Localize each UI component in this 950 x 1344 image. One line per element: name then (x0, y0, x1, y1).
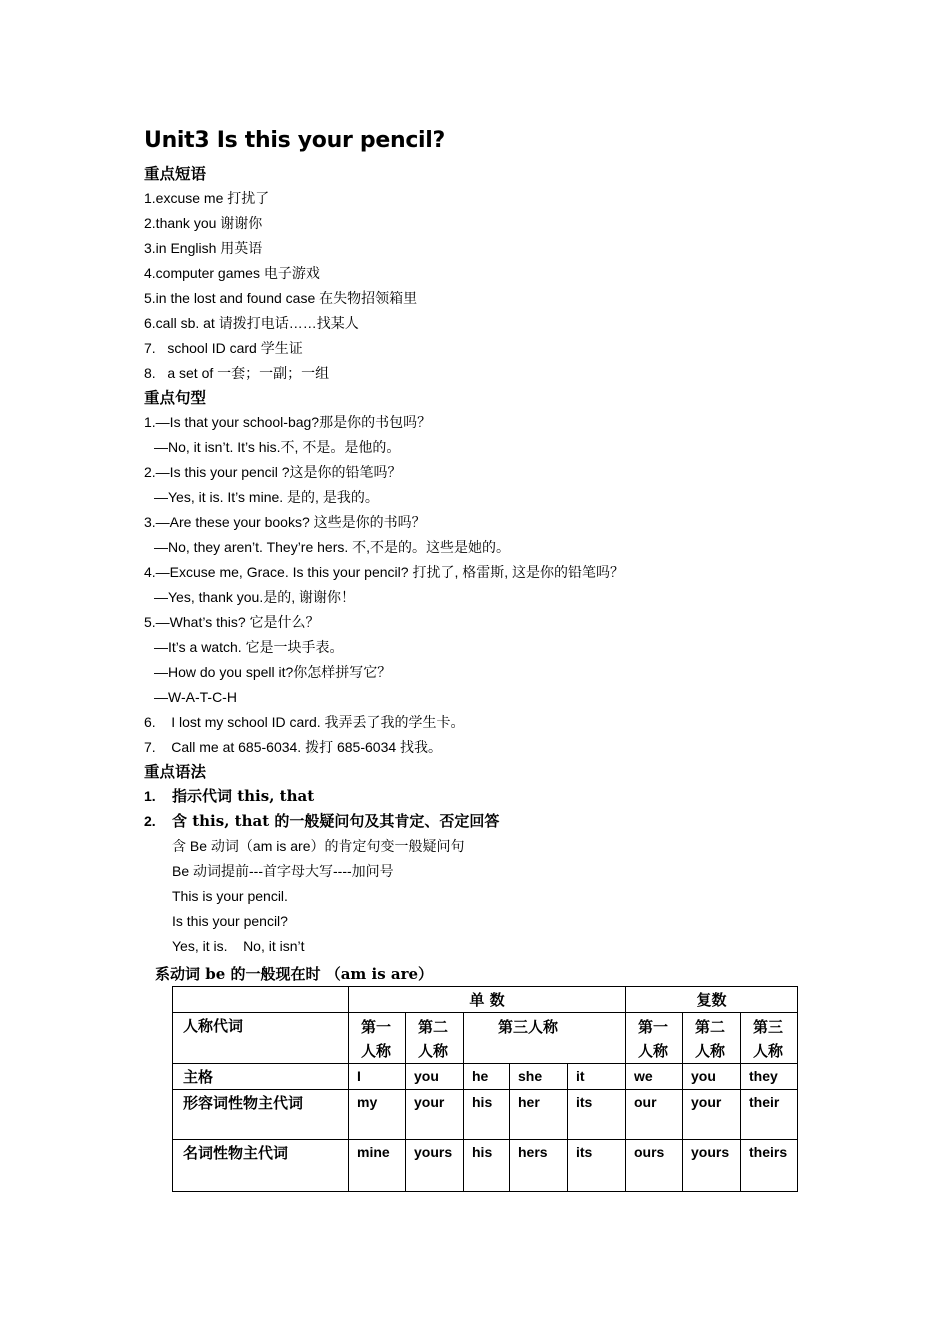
table-row (173, 1090, 798, 1140)
person-first-pl-header: 第一人称 (626, 1013, 683, 1064)
sentence-line: 2.—Is this your pencil ?这是你的铅笔吗？ (144, 464, 402, 480)
table-cell: your (406, 1090, 464, 1140)
grammar-item-text: 含 this, that 的一般疑问句及其肯定、否定回答 (172, 812, 500, 830)
phrase-line: 1.excuse me 打扰了 (144, 190, 270, 206)
grammar-note: Yes, it is. No, it isn’t (172, 938, 305, 954)
grammar-item (144, 809, 824, 834)
grammar-item-number: 2. (144, 813, 156, 829)
phrase-line: 6.call sb. at 请拨打电话……找某人 (144, 315, 359, 331)
table-cell: it (568, 1064, 626, 1090)
sentence-line: —Yes, it is. It’s mine. 是的, 是我的。 (154, 489, 379, 505)
person-second-pl-header: 第二人称 (683, 1013, 741, 1064)
table-cell: my (349, 1090, 406, 1140)
grammar-item (144, 784, 824, 809)
pronoun-table (172, 986, 798, 1192)
table-cell: their (741, 1090, 798, 1140)
phrase-line: 7. school ID card 学生证 (144, 340, 303, 356)
table-row (173, 1140, 798, 1192)
sentence-line: 1.—Is that your school-bag?那是你的书包吗？ (144, 414, 432, 430)
table-cell: his (464, 1090, 510, 1140)
grammar-item-text: 指示代词 this, that (172, 787, 315, 805)
table-cell: ours (626, 1140, 683, 1192)
row-label: 形容词性物主代词 (173, 1090, 349, 1140)
grammar-note: Is this your pencil? (172, 913, 288, 929)
sentence-line: —Yes, thank you.是的, 谢谢你！ (154, 589, 355, 605)
grammar-note: Be 动词提前---首字母大写----加问号 (172, 863, 394, 879)
document-title: Unit3 Is this your pencil? (144, 128, 446, 153)
phrase-line: 8. a set of 一套；一副；一组 (144, 365, 330, 381)
table-cell: you (406, 1064, 464, 1090)
table-cell: they (741, 1064, 798, 1090)
table-cell: hers (510, 1140, 568, 1192)
table-cell: its (568, 1140, 626, 1192)
phrase-line: 5.in the lost and found case 在失物招领箱里 (144, 290, 418, 306)
grammar-heading: 重点语法 (144, 762, 207, 781)
table-header-row (173, 987, 798, 1013)
table-cell: she (510, 1064, 568, 1090)
table-cell: yours (406, 1140, 464, 1192)
plural-header: 复数 (626, 987, 798, 1013)
phrase-line: 4.computer games 电子游戏 (144, 265, 320, 281)
row-label: 名词性物主代词 (173, 1140, 349, 1192)
table-cell: we (626, 1064, 683, 1090)
table-cell: her (510, 1090, 568, 1140)
grammar-item-number: 1. (144, 788, 156, 804)
person-first-header: 第一人称 (349, 1013, 406, 1064)
table-cell: theirs (741, 1140, 798, 1192)
table-cell: your (683, 1090, 741, 1140)
sentence-line: —W-A-T-C-H (154, 689, 237, 705)
table-row (173, 1064, 798, 1090)
sentence-line: —How do you spell it?你怎样拼写它？ (154, 664, 392, 680)
sentence-line: —It’s a watch. 它是一块手表。 (154, 639, 344, 655)
person-second-header: 第二人称 (406, 1013, 464, 1064)
sentence-line: —No, it isn’t. It’s his.不, 不是。是他的。 (154, 439, 401, 455)
table-cell: its (568, 1090, 626, 1140)
singular-header: 单 数 (349, 987, 626, 1013)
sentences-heading: 重点句型 (144, 388, 207, 407)
table-cell: his (464, 1140, 510, 1192)
sentence-line: 4.—Excuse me, Grace. Is this your pencil? 打扰了, 格雷斯, 这是你的铅笔吗？ (144, 564, 624, 580)
table-cell: our (626, 1090, 683, 1140)
table-title: 系动词 be 的一般现在时 （am is are） (155, 965, 434, 983)
table-cell: yours (683, 1140, 741, 1192)
phrase-line: 3.in English 用英语 (144, 240, 263, 256)
row-label: 主格 (173, 1064, 349, 1090)
sentence-line: —No, they aren’t. They’re hers. 不,不是的。这些是她的。 (154, 539, 511, 555)
grammar-note: This is your pencil. (172, 888, 288, 904)
person-third-pl-header: 第三人称 (741, 1013, 798, 1064)
sentence-line: 7. Call me at 685-6034. 拨打 685-6034 找我。 (144, 739, 443, 755)
person-third-header (464, 1013, 626, 1064)
sentence-line: 6. I lost my school ID card. 我弄丢了我的学生卡。 (144, 714, 465, 730)
table-cell: mine (349, 1140, 406, 1192)
table-corner-cell (173, 987, 349, 1013)
sentence-line: 5.—What’s this? 它是什么？ (144, 614, 320, 630)
phrases-heading: 重点短语 (144, 164, 207, 183)
table-cell: I (349, 1064, 406, 1090)
person-third-text: 第三人称 (498, 1018, 559, 1036)
table-cell: you (683, 1064, 741, 1090)
row-label-header: 人称代词 (173, 1013, 349, 1064)
sentence-line: 3.—Are these your books? 这些是你的书吗？ (144, 514, 426, 530)
table-person-row (173, 1013, 798, 1064)
phrase-line: 2.thank you 谢谢你 (144, 215, 263, 231)
document-page (144, 126, 824, 959)
grammar-note: 含 Be 动词（am is are）的肯定句变一般疑问句 (172, 838, 465, 854)
table-cell: he (464, 1064, 510, 1090)
